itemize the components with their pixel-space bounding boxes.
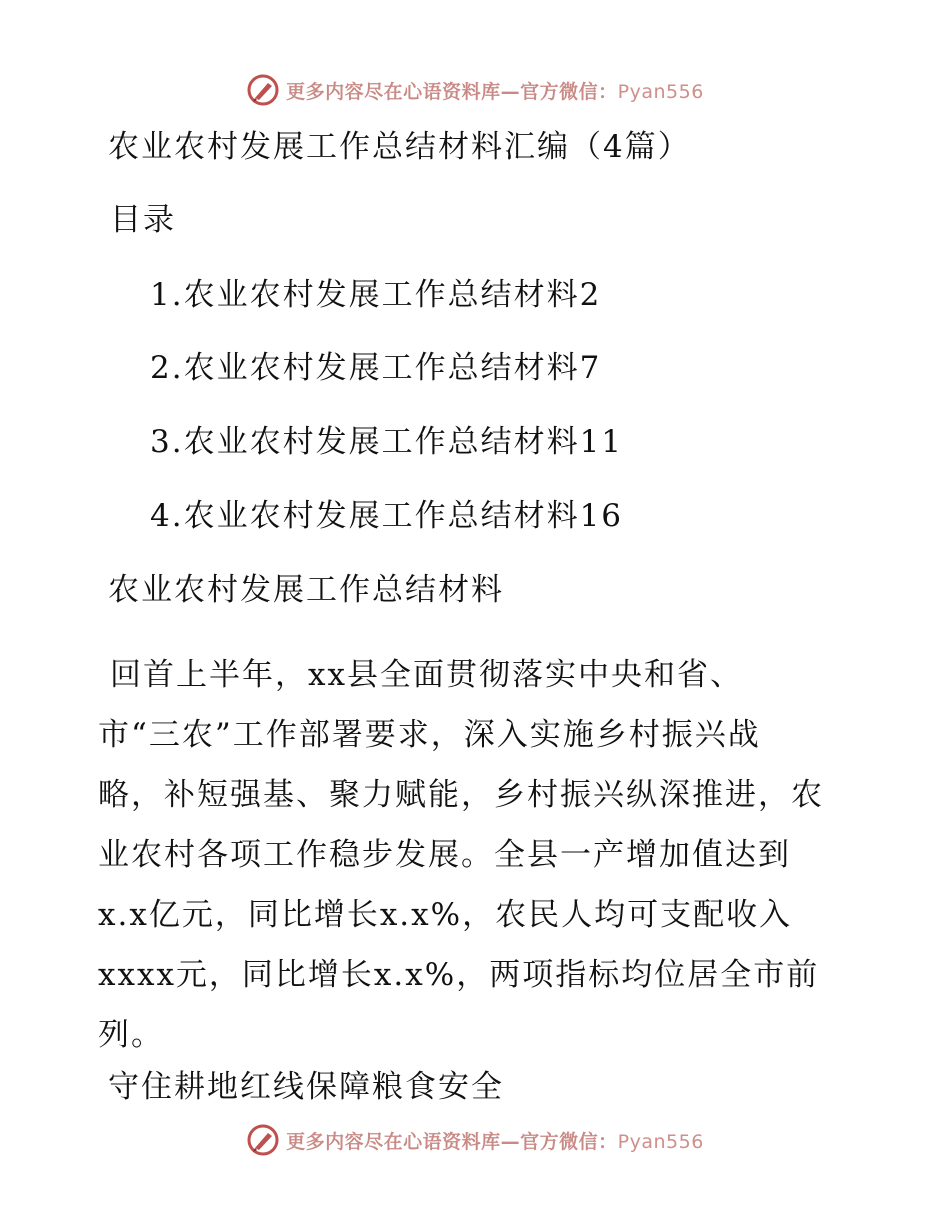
toc-item-page: 11 [579,424,624,460]
document-title: 农业农村发展工作总结材料汇编（4篇） [108,129,691,165]
toc-item [150,496,623,536]
paragraph-line: 列。 [98,1017,164,1053]
toc-item-page: 7 [579,350,602,386]
watermark-footer [0,1120,950,1160]
toc-heading: 目录 [110,202,176,238]
paragraph-line: 略，补短强基、聚力赋能，乡村振兴纵深推进，农 [98,777,824,813]
toc-item-label: 2.农业农村发展工作总结材料 [150,350,580,386]
paragraph-line: 业农村各项工作稳步发展。全县一产增加值达到 [98,837,791,873]
toc-item-page: 2 [579,277,602,313]
toc-item-label: 3.农业农村发展工作总结材料 [150,424,580,460]
paragraph-line: 市“三农”工作部署要求，深入实施乡村振兴战 [98,717,761,753]
watermark-header [0,70,950,110]
toc-item-page: 16 [579,498,624,534]
paragraph-line: 回首上半年，xx县全面贯彻落实中央和省、 [110,657,743,693]
watermark-text: 更多内容尽在心语资料库—官方微信：Pyan556 [286,1130,704,1153]
sub-heading: 守住耕地红线保障粮食安全 [108,1069,504,1105]
pen-logo-icon [246,73,280,107]
paragraph-line: x.x亿元，同比增长x.x%，农民人均可支配收入 [98,897,793,933]
toc-item [150,275,601,315]
toc-item-label: 4.农业农村发展工作总结材料 [150,498,580,534]
pen-logo-icon [246,1123,280,1157]
toc-item [150,422,623,462]
watermark-text: 更多内容尽在心语资料库—官方微信：Pyan556 [286,80,704,103]
toc-item [150,348,601,388]
section-title: 农业农村发展工作总结材料 [108,572,504,608]
body-paragraph [98,645,858,1065]
toc-item-label: 1.农业农村发展工作总结材料 [150,277,580,313]
paragraph-line: xxxx元，同比增长x.x%，两项指标均位居全市前 [98,957,820,993]
